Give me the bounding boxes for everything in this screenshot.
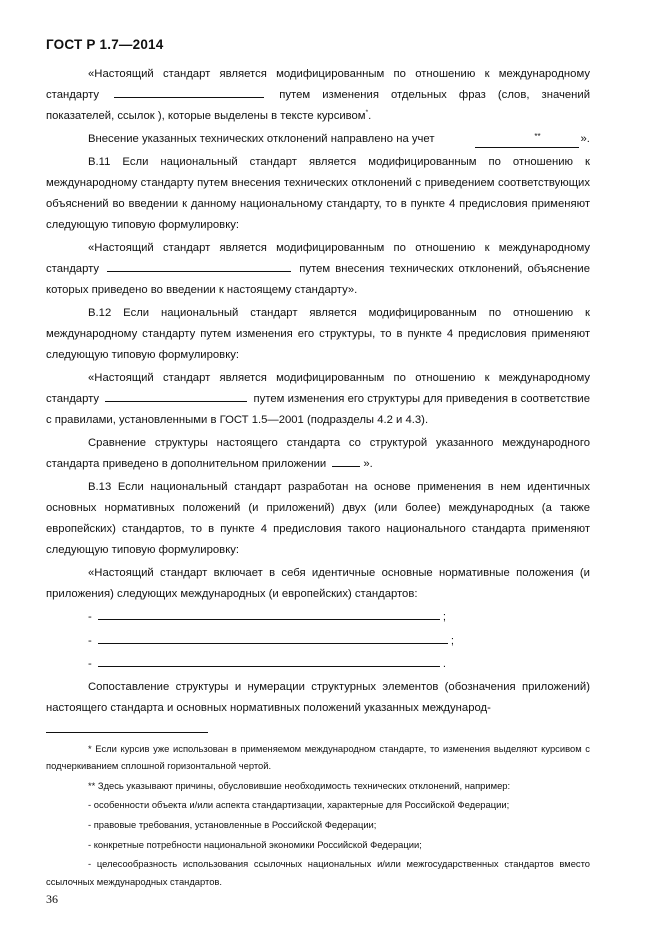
fill-in-blank <box>107 260 291 272</box>
standard-list-item <box>46 631 590 652</box>
footnote-reasons: ** Здесь указывают причины, обусловившие необходимость технических отклонений, например: <box>88 779 511 791</box>
fill-in-blank <box>98 608 440 620</box>
punctuation: ». <box>363 457 373 470</box>
paragraph-text: путем изменения отдельных фраз (слов, значений показателей, ссылок ), которые выделены в тексте курсивом <box>46 88 591 122</box>
paragraph-text: «Настоящий стандарт является модифицированным по отношению к международному стандарту <box>46 242 590 275</box>
fill-in-blank <box>98 632 448 644</box>
page-number: 36 <box>46 892 58 906</box>
paragraph-text: Внесение указанных технических отклонений направлено на учет <box>88 132 435 145</box>
paragraph-text: «Настоящий стандарт является модифицированным по отношению к международному стандарту <box>46 372 590 405</box>
paragraph-technical-deviations <box>46 129 590 150</box>
paragraph-modified-phrases <box>46 64 590 126</box>
fill-in-blank <box>332 455 360 467</box>
list-dash: - <box>88 634 92 647</box>
paragraph-b11: В.11 Если национальный стандарт является модифицированным по отношению к международному стандарту путем внесения технических отклонений с приведением соответствующих объяснений во введении к данному национальному стандарту, то в пункте 4 предисловия применяют следующую типовую формулировку: <box>46 156 590 231</box>
paragraph-modified-structure <box>46 368 590 430</box>
paragraph-text: Сравнение структуры настоящего стандарта со структурой указанного международного стандарта приведено в дополнительном приложении <box>46 437 590 470</box>
standard-list-item <box>46 607 590 628</box>
footnote-list-item: - конкретные потребности национальной экономики Российской Федерации; <box>88 838 422 850</box>
punctuation: . <box>368 109 372 122</box>
paragraph-text: «Настоящий стандарт является модифицированным по отношению к международному стандарту <box>46 68 590 101</box>
fill-in-blank <box>114 86 264 98</box>
paragraph-structure-comparison <box>46 433 590 475</box>
list-dash: - <box>88 611 92 624</box>
standard-list-item <box>46 654 590 675</box>
paragraph-b13: В.13 Если национальный стандарт разработан на основе применения в нем идентичных основных нормативных положений (и приложений) двух (или более) международных (а также европейских) стандартов, то в пункте 4 предисловия такого национального стандарта применяют следующую типовую формулировку: <box>46 481 590 556</box>
punctuation: ; <box>442 611 447 624</box>
list-dash: - <box>88 658 92 671</box>
paragraph-modified-deviations <box>46 238 590 300</box>
paragraph-identical-provisions: «Настоящий стандарт включает в себя идентичные основные нормативные положения (и приложения) следующих международных (и европейских) стандартов: <box>46 567 590 600</box>
body-text <box>46 64 590 722</box>
fill-in-blank <box>98 655 440 667</box>
footnotes <box>46 740 590 892</box>
fill-in-blank-with-footnote <box>475 131 579 148</box>
paragraph-structure-numbering: Сопоставление структуры и нумерации структурных элементов (обозначения приложений) настоящего стандарта и основных нормативных положений указанных международ- <box>46 681 590 715</box>
paragraph-b12: В.12 Если национальный стандарт является модифицированным по отношению к международному стандарту путем изменения его структуры, то в пункте 4 предисловия применяют следующую типовую формулировку: <box>46 307 590 361</box>
footnote-italic: * Если курсив уже использован в применяемом международном стандарте, то изменения выделяют курсивом с подчеркиванием сплошной горизонтальной чертой. <box>46 743 590 772</box>
punctuation: . <box>442 658 447 671</box>
punctuation: ; <box>450 634 455 647</box>
footnote-list-item: - правовые требования, установленные в Российской Федерации; <box>88 819 377 831</box>
footnote-list-item: - целесообразность использования ссылочных национальных и/или межгосударственных стандартов вместо ссылочных международных стандартов. <box>46 858 590 887</box>
footnote-marker: ** <box>534 131 541 141</box>
punctuation: ». <box>580 132 590 145</box>
footnote-divider <box>46 732 208 733</box>
paragraph-text: путем внесения технических отклонений, объяснение которых приведено во введении к настоящему стандарту». <box>46 262 591 296</box>
paragraph-text: путем изменения его структуры для приведения в соответствие с правилами, установленными в ГОСТ 1.5—2001 (подразделы 4.2 и 4.3). <box>46 392 591 426</box>
footnote-marker: * <box>365 108 369 116</box>
fill-in-blank <box>105 390 247 402</box>
footnote-list-item: - особенности объекта и/или аспекта стандартизации, характерные для Российской Федерации; <box>88 799 510 811</box>
page-header-title: ГОСТ Р 1.7—2014 <box>46 37 164 52</box>
